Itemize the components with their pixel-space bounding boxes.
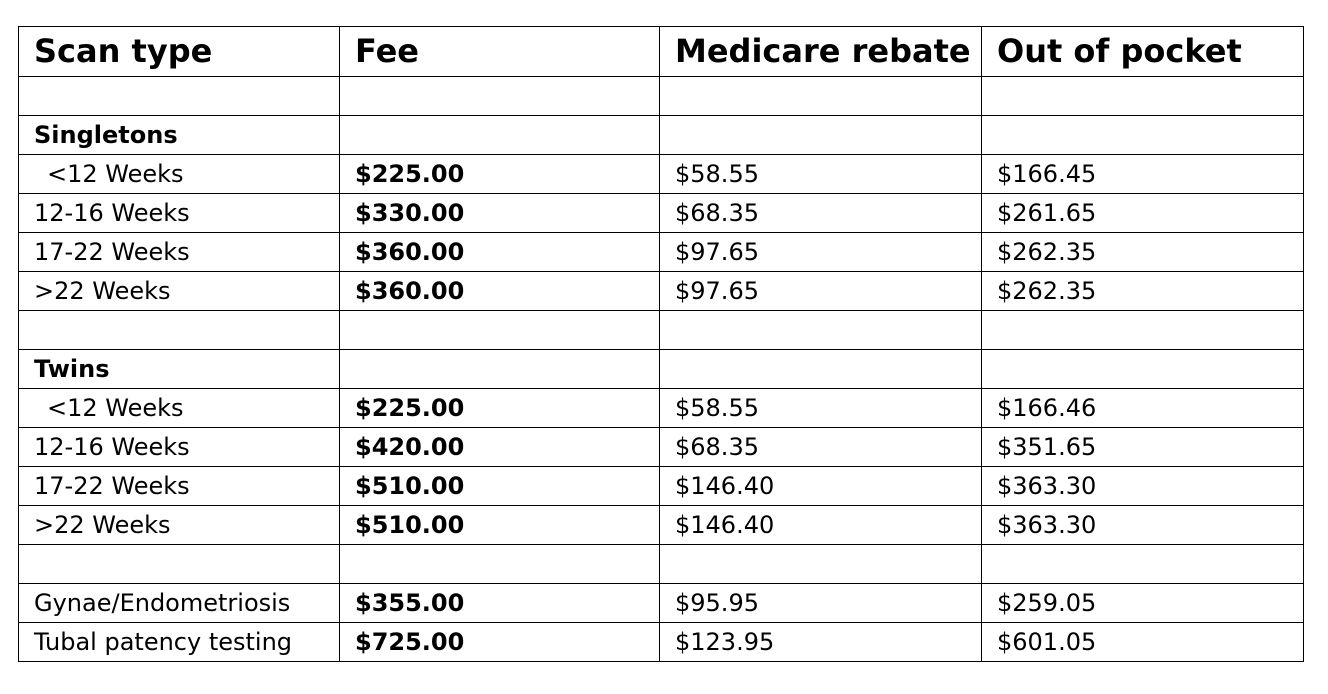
table-row bbox=[19, 389, 1304, 428]
section-row-twins bbox=[19, 350, 1304, 389]
header-fee: Fee bbox=[340, 27, 660, 77]
row-label: <12 Weeks bbox=[19, 389, 340, 428]
row-rebate: $146.40 bbox=[660, 467, 982, 506]
table-row bbox=[19, 272, 1304, 311]
row-out-of-pocket: $166.45 bbox=[982, 155, 1304, 194]
row-fee: $225.00 bbox=[340, 155, 660, 194]
row-rebate: $68.35 bbox=[660, 428, 982, 467]
row-out-of-pocket: $363.30 bbox=[982, 506, 1304, 545]
row-fee: $225.00 bbox=[340, 389, 660, 428]
row-fee: $510.00 bbox=[340, 506, 660, 545]
row-rebate: $123.95 bbox=[660, 623, 982, 662]
table-row bbox=[19, 155, 1304, 194]
row-out-of-pocket: $262.35 bbox=[982, 233, 1304, 272]
row-out-of-pocket: $363.30 bbox=[982, 467, 1304, 506]
row-label: 17-22 Weeks bbox=[19, 467, 340, 506]
row-label: >22 Weeks bbox=[19, 506, 340, 545]
header-medicare-rebate: Medicare rebate bbox=[660, 27, 982, 77]
row-label: 12-16 Weeks bbox=[19, 428, 340, 467]
row-label: <12 Weeks bbox=[19, 155, 340, 194]
table-row bbox=[19, 623, 1304, 662]
row-label: Gynae/Endometriosis bbox=[19, 584, 340, 623]
row-out-of-pocket: $261.65 bbox=[982, 194, 1304, 233]
row-label: 17-22 Weeks bbox=[19, 233, 340, 272]
spacer-row bbox=[19, 311, 1304, 350]
table-row bbox=[19, 584, 1304, 623]
row-fee: $360.00 bbox=[340, 233, 660, 272]
row-out-of-pocket: $166.46 bbox=[982, 389, 1304, 428]
row-fee: $725.00 bbox=[340, 623, 660, 662]
row-rebate: $58.55 bbox=[660, 155, 982, 194]
row-fee: $355.00 bbox=[340, 584, 660, 623]
section-title-singletons: Singletons bbox=[19, 116, 340, 155]
row-label: Tubal patency testing bbox=[19, 623, 340, 662]
row-rebate: $97.65 bbox=[660, 272, 982, 311]
row-fee: $420.00 bbox=[340, 428, 660, 467]
row-rebate: $58.55 bbox=[660, 389, 982, 428]
row-rebate: $95.95 bbox=[660, 584, 982, 623]
row-out-of-pocket: $351.65 bbox=[982, 428, 1304, 467]
row-label: >22 Weeks bbox=[19, 272, 340, 311]
section-row-singletons bbox=[19, 116, 1304, 155]
section-title-twins: Twins bbox=[19, 350, 340, 389]
header-scan-type: Scan type bbox=[19, 27, 340, 77]
table-header-row bbox=[19, 27, 1304, 77]
spacer-row bbox=[19, 545, 1304, 584]
row-label: 12-16 Weeks bbox=[19, 194, 340, 233]
row-rebate: $146.40 bbox=[660, 506, 982, 545]
table-row bbox=[19, 194, 1304, 233]
spacer-row bbox=[19, 77, 1304, 116]
table-row bbox=[19, 233, 1304, 272]
table-row bbox=[19, 506, 1304, 545]
header-out-of-pocket: Out of pocket bbox=[982, 27, 1304, 77]
row-out-of-pocket: $259.05 bbox=[982, 584, 1304, 623]
table-row bbox=[19, 428, 1304, 467]
table-row bbox=[19, 467, 1304, 506]
row-rebate: $68.35 bbox=[660, 194, 982, 233]
fee-schedule-table bbox=[18, 26, 1304, 662]
row-out-of-pocket: $601.05 bbox=[982, 623, 1304, 662]
row-fee: $510.00 bbox=[340, 467, 660, 506]
row-fee: $360.00 bbox=[340, 272, 660, 311]
row-out-of-pocket: $262.35 bbox=[982, 272, 1304, 311]
row-rebate: $97.65 bbox=[660, 233, 982, 272]
row-fee: $330.00 bbox=[340, 194, 660, 233]
